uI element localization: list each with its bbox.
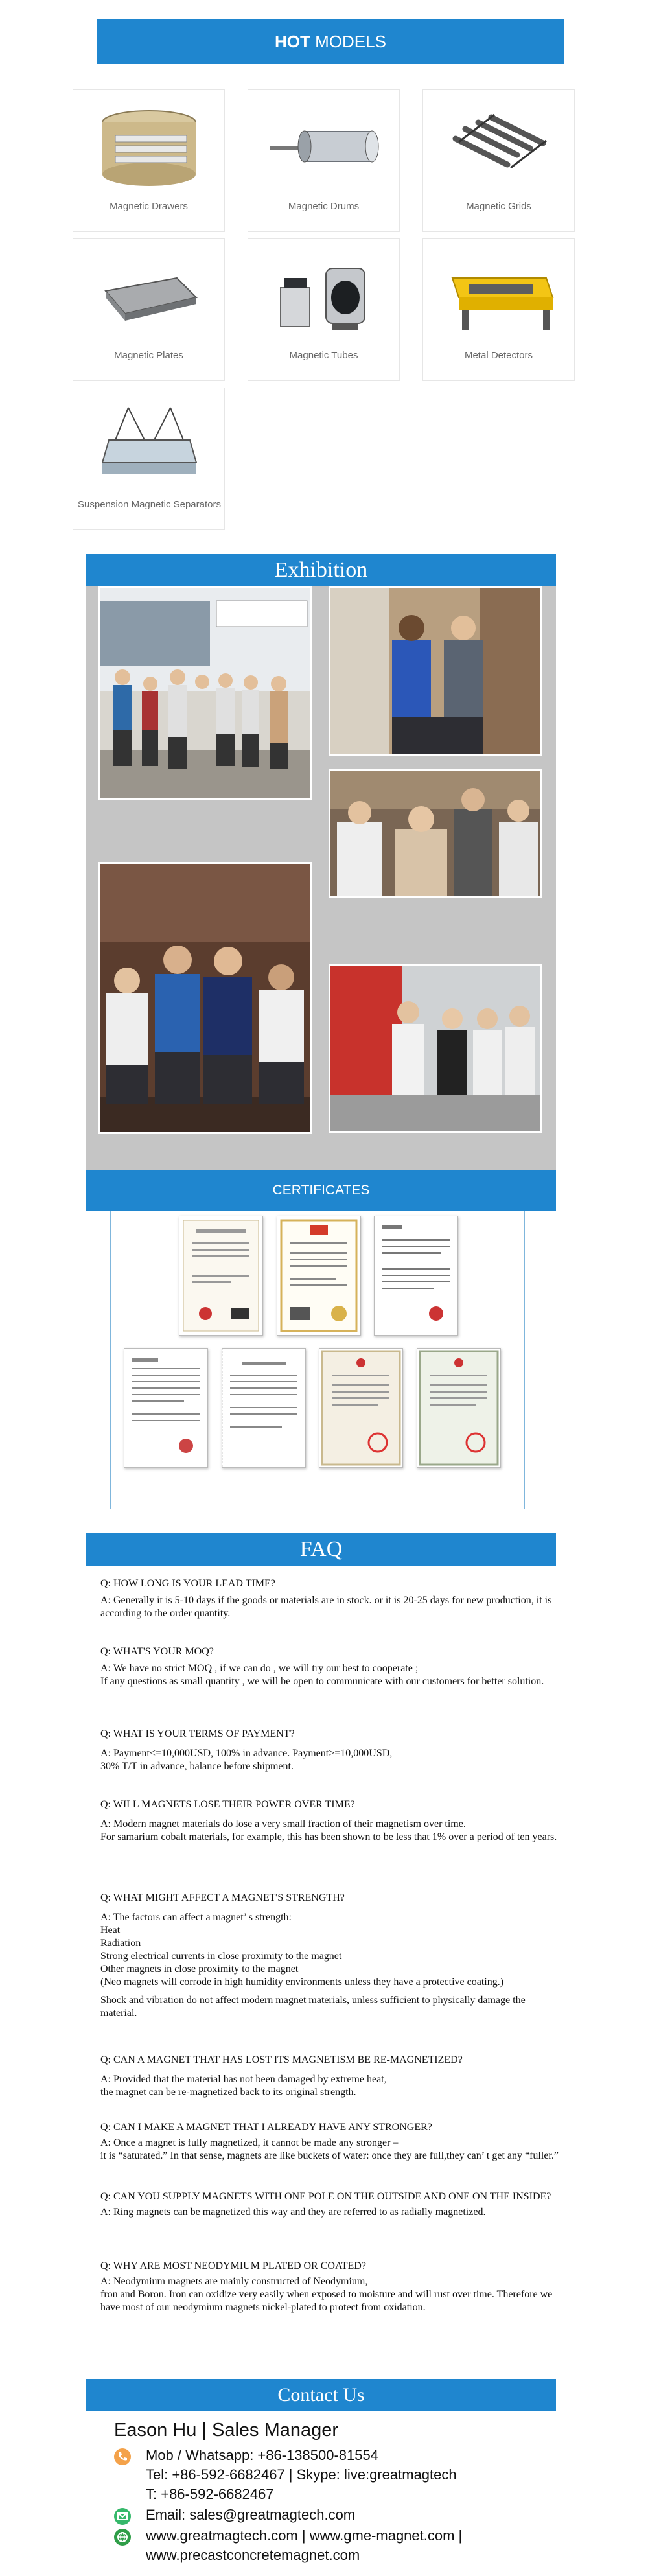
product-tile-magnetic-plates[interactable] xyxy=(73,238,225,381)
faq-question: Q: CAN I MAKE A MAGNET THAT I ALREADY HAVE ANY STRONGER? xyxy=(100,2122,432,2133)
contact-mobile[interactable]: Mob / Whatsapp: +86-138500-81554 xyxy=(146,2447,378,2463)
product-tile-magnetic-grids[interactable] xyxy=(422,89,575,232)
certificates-header: CERTIFICATES xyxy=(86,1170,556,1211)
faq-item-8 xyxy=(100,2190,561,2219)
faq-answer: A: We have no strict MOQ , if we can do , we will try our best to cooperate ; If any questions as small quantity , we will be open to communicate with our customers for better solution. xyxy=(100,1663,544,1687)
faq-question: Q: WHY ARE MOST NEODYMIUM PLATED OR COATED? xyxy=(100,2260,366,2271)
phone-icon xyxy=(114,2448,131,2465)
hot-models-banner xyxy=(97,19,564,64)
certificate-2[interactable] xyxy=(277,1216,361,1336)
faq-item-1 xyxy=(100,1577,561,1620)
exhibition-photo-4 xyxy=(98,862,312,1134)
faq-header: FAQ xyxy=(86,1533,556,1566)
faq-answer: A: Neodymium magnets are mainly constructed of Neodymium, fron and Boron. Iron can oxidize very easily when exposed to moisture and will rust over time. Therefore we have most of our neodymium magnets nickel-plated to protect from oxidation. xyxy=(100,2276,553,2313)
faq-question: Q: WHAT'S YOUR MOQ? xyxy=(100,1646,214,1657)
tile-label: Magnetic Drawers xyxy=(110,201,188,212)
faq-item-3 xyxy=(100,1728,561,1773)
certificate-5[interactable] xyxy=(222,1348,306,1468)
faq-answer: A: Payment<=10,000USD, 100% in advance. Payment>=10,000USD, 30% T/T in advance, balance before shipment. xyxy=(100,1748,393,1772)
exhibition-photo-2 xyxy=(329,586,542,756)
faq-answer: A: Modern magnet materials do lose a very small fraction of their magnetism over time. For samarium cobalt materials, for example, this has been shown to be less that 1% over a period of ten years. xyxy=(100,1818,557,1842)
magnetic-drawers-image xyxy=(89,103,209,191)
faq-answer: A: Generally it is 5-10 days if the goods or materials are in stock. or it is 20-25 days for new production, it is according to the order quantity. xyxy=(100,1595,552,1619)
certificate-1[interactable] xyxy=(179,1216,263,1336)
faq-answer: A: Provided that the material has not been damaged by extreme heat, the magnet can be re-magnetized back to its original strength. xyxy=(100,2074,387,2098)
tile-label: Metal Detectors xyxy=(464,350,533,361)
faq-item-4 xyxy=(100,1798,561,1844)
magnetic-drums-image xyxy=(264,103,384,191)
web-icon xyxy=(114,2529,131,2546)
faq-answer: A: The factors can affect a magnet’ s strength: Heat Radiation Strong electrical currents in close proximity to the magnet Other magnets in close proximity to the magnet (Neo magnets will corrode in high humidity environments unless they have a protective coating.) xyxy=(100,1912,504,1988)
email-icon xyxy=(114,2508,131,2525)
magnetic-grids-image xyxy=(439,103,559,191)
faq-answer-extra: Shock and vibration do not affect modern magnet materials, unless sufficient to physically damage the material. xyxy=(100,1995,526,2019)
exhibition-photo-5 xyxy=(329,964,542,1133)
exhibition-photo-1 xyxy=(98,586,312,800)
hot-models-title-bold: HOT xyxy=(275,32,310,51)
faq-question: Q: WHAT IS YOUR TERMS OF PAYMENT? xyxy=(100,1728,295,1739)
metal-detectors-image xyxy=(439,252,559,340)
tile-label: Magnetic Plates xyxy=(114,350,183,361)
faq-question: Q: CAN YOU SUPPLY MAGNETS WITH ONE POLE ON THE OUTSIDE AND ONE ON THE INSIDE? xyxy=(100,2191,551,2202)
tile-label: Magnetic Drums xyxy=(288,201,360,212)
faq-item-5 xyxy=(100,1892,561,2020)
faq-answer: A: Ring magnets can be magnetized this way and they are referred to as radially magnetized. xyxy=(100,2207,486,2218)
magnetic-tubes-image xyxy=(264,252,384,340)
hot-models-title-rest: MODELS xyxy=(310,32,386,51)
contact-email[interactable]: Email: sales@greatmagtech.com xyxy=(146,2507,356,2523)
certificate-4[interactable] xyxy=(124,1348,208,1468)
exhibition-photo-3 xyxy=(329,769,542,898)
exhibition-header: Exhibition xyxy=(86,554,556,586)
faq-question: Q: CAN A MAGNET THAT HAS LOST ITS MAGNETISM BE RE-MAGNETIZED? xyxy=(100,2054,463,2065)
faq-item-2 xyxy=(100,1645,561,1688)
faq-item-9 xyxy=(100,2260,561,2314)
product-tile-suspension-magnetic-separators[interactable] xyxy=(73,388,225,530)
contact-tel-skype[interactable]: Tel: +86-592-6682467 | Skype: live:greatmagtech xyxy=(146,2466,457,2483)
product-tile-magnetic-drums[interactable] xyxy=(248,89,400,232)
faq-item-7 xyxy=(100,2121,561,2163)
faq-answer: A: Once a magnet is fully magnetized, it cannot be made any stronger – it is “saturated.” In that sense, magnets are like buckets of water: once they are full,they can’ t get any “fuller.” xyxy=(100,2137,559,2161)
tile-label: Magnetic Tubes xyxy=(289,350,358,361)
contact-header: Contact Us xyxy=(86,2379,556,2411)
product-tile-magnetic-drawers[interactable] xyxy=(73,89,225,232)
tile-label: Suspension Magnetic Separators xyxy=(78,499,221,510)
contact-websites[interactable]: www.greatmagtech.com | www.gme-magnet.com | xyxy=(146,2527,463,2544)
faq-question: Q: WILL MAGNETS LOSE THEIR POWER OVER TIME? xyxy=(100,1799,355,1810)
faq-question: Q: HOW LONG IS YOUR LEAD TIME? xyxy=(100,1578,275,1589)
suspension-separators-image xyxy=(89,401,209,489)
certificate-3[interactable] xyxy=(374,1216,458,1336)
contact-website-2[interactable]: www.precastconcretemagnet.com xyxy=(146,2547,360,2563)
product-tile-metal-detectors[interactable] xyxy=(422,238,575,381)
faq-item-6 xyxy=(100,2054,561,2099)
tile-label: Magnetic Grids xyxy=(466,201,531,212)
certificate-7[interactable] xyxy=(417,1348,501,1468)
certificate-6[interactable] xyxy=(319,1348,403,1468)
product-tile-magnetic-tubes[interactable] xyxy=(248,238,400,381)
faq-question: Q: WHAT MIGHT AFFECT A MAGNET'S STRENGTH? xyxy=(100,1892,345,1903)
contact-t[interactable]: T: +86-592-6682467 xyxy=(146,2486,274,2502)
contact-name: Eason Hu | Sales Manager xyxy=(114,2420,339,2441)
magnetic-plates-image xyxy=(89,252,209,340)
